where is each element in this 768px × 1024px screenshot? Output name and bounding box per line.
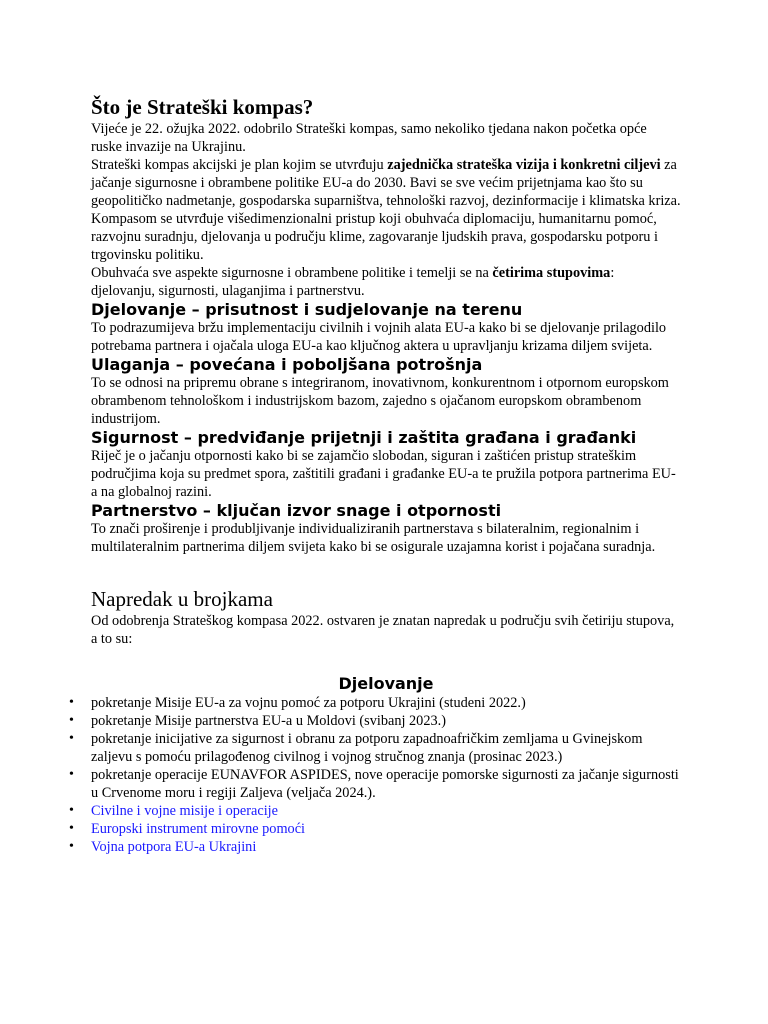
list-item (69, 712, 681, 730)
intro-p4-bold: četirima stupovima (492, 265, 611, 281)
link-civilne-vojne-misije[interactable]: Civilne i vojne misije i operacije (91, 803, 279, 819)
list-item (69, 694, 681, 712)
progress-title: Napredak u brojkama (91, 587, 273, 611)
list-item-text: pokretanje Misije EU-a za vojnu pomoć za potporu Ukrajini (studeni 2022.) (91, 695, 526, 711)
intro-p4-start: Obuhvaća sve aspekte sigurnosne i obrambene politike i temelji se na (91, 265, 493, 281)
list-item-text: pokretanje Misije partnerstva EU-a u Moldovi (svibanj 2023.) (91, 713, 446, 729)
page-title: Što je Strateški kompas? (91, 95, 314, 119)
list-item-text: pokretanje inicijative za sigurnost i obranu za potporu zapadnoafričkim zemljama u Gvinejskom zaljevu s pomoću prilagođenog civilnog i vojnog stručnog znanja (prosinac 2023.) (91, 731, 643, 765)
intro-paragraph-4 (91, 264, 681, 300)
pillar-text-ulaganja: To se odnosi na pripremu obrane s integriranom, inovativnom, konkurentnom i otpornom europskom obrambenom tehnološkom i industrijskom bazom, zajedno s ojačanom europskom obrambenom industrijom. (91, 375, 669, 427)
progress-intro: Od odobrenja Strateškog kompasa 2022. ostvaren je znatan napredak u području svih četiriju stupova, a to su: (91, 613, 675, 647)
pillar-heading-sigurnost: Sigurnost – predviđanje prijetnji i zaštita građana i građanki (91, 428, 637, 447)
list-item-text: pokretanje operacije EUNAVFOR ASPIDES, nove operacije pomorske sigurnosti za jačanje sigurnosti u Crvenome moru i regiji Zaljeva (veljača 2024.). (91, 767, 679, 801)
pillar-text-partnerstvo: To znači proširenje i produbljivanje individualiziranih partnerstava s bilateralnim, regionalnim i multilateralnim partnerima diljem svijeta kako bi se osigurale uzajamna korist i pojačana suradnja. (91, 521, 656, 555)
link-europski-instrument[interactable]: Europski instrument mirovne pomoći (91, 821, 306, 837)
intro-paragraph-3: Kompasom se utvrđuje višedimenzionalni pristup koji obuhvaća diplomaciju, humanitarnu pomoć, razvojnu suradnju, djelovanja u području klime, zagovaranje ljudskih prava, gospodarsku potporu i trgovinsku politiku. (91, 211, 658, 263)
intro-paragraph-2 (91, 156, 681, 210)
link-vojna-potpora-ukrajini[interactable]: Vojna potpora EU-a Ukrajini (91, 839, 257, 855)
pillar-text-sigurnost: Riječ je o jačanju otpornosti kako bi se zajamčio slobodan, siguran i zaštićen pristup strateškim područjima koja su predmet spora, zaštitili građani i građanke EU-a te pružila potpora partnerima EU-a na globalnoj razini. (91, 448, 676, 500)
list-item (69, 730, 681, 766)
progress-bullet-list (69, 694, 681, 856)
bullet-icon: • (69, 731, 74, 746)
djelovanje-heading: Djelovanje (338, 674, 434, 693)
document-content (69, 94, 681, 856)
list-item-link (69, 820, 681, 838)
intro-p2-end: za jačanje sigurnosne i obrambene politike EU-a do 2030. Bavi se sve većim prijetnjama kao što su geopolitičko nadmetanje, gospodarska suparništva, tehnološki razvoj, dezinformacije i klimatska kriza. (91, 157, 681, 209)
intro-paragraph-1: Vijeće je 22. ožujka 2022. odobrilo Strateški kompas, samo nekoliko tjedana nakon početka opće ruske invazije na Ukrajinu. (91, 121, 647, 155)
bullet-icon: • (69, 821, 74, 836)
pillar-text-djelovanje: To podrazumijeva bržu implementaciju civilnih i vojnih alata EU-a kako bi se djelovanje prilagodilo potrebama partnera i ojačala uloga EU-a kao ključnog aktera u upravljanju krizama diljem svijeta. (91, 320, 667, 354)
intro-p4-end: : djelovanju, sigurnosti, ulaganjima i partnerstvu. (91, 265, 615, 299)
list-item-link (69, 802, 681, 820)
intro-p2-start: Strateški kompas akcijski je plan kojim se utvrđuju (91, 157, 388, 173)
pillar-heading-partnerstvo: Partnerstvo – ključan izvor snage i otpornosti (91, 501, 502, 520)
bullet-icon: • (69, 767, 74, 782)
bullet-icon: • (69, 839, 74, 854)
pillar-heading-ulaganja: Ulaganja – povećana i poboljšana potrošnja (91, 355, 483, 374)
intro-p2-bold: zajednička strateška vizija i konkretni ciljevi (387, 157, 661, 173)
bullet-icon: • (69, 695, 74, 710)
list-item (69, 766, 681, 802)
bullet-icon: • (69, 803, 74, 818)
pillar-heading-djelovanje: Djelovanje – prisutnost i sudjelovanje na terenu (91, 300, 523, 319)
list-item-link (69, 838, 681, 856)
bullet-icon: • (69, 713, 74, 728)
